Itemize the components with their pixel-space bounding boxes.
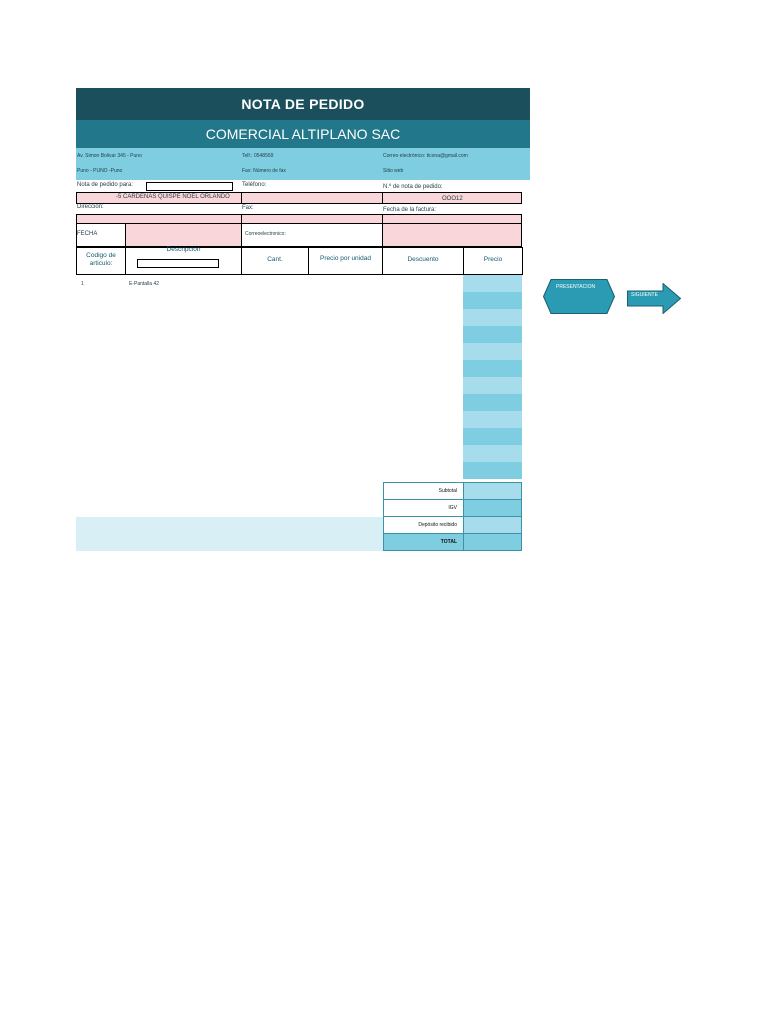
divider — [382, 214, 383, 224]
deposit-label — [383, 516, 464, 534]
company-address: Av. Simon Bolivar 345 - Puno — [77, 153, 142, 159]
order-number-value[interactable]: OOO12 — [442, 196, 463, 202]
company-fax: Fax: Número de fax — [242, 168, 286, 174]
total-text: TOTAL — [440, 539, 457, 545]
igv-text: IGV — [448, 505, 457, 511]
order-for-input[interactable] — [146, 182, 233, 191]
divider — [241, 224, 242, 247]
item-code: 1 — [81, 281, 84, 287]
col-qty-header: Cant. — [267, 256, 283, 264]
price-cell[interactable] — [463, 377, 522, 394]
price-cell[interactable] — [463, 275, 522, 292]
divider — [241, 214, 242, 224]
deposit-text: Depósito recibido — [418, 522, 457, 528]
order-for-label: Nota de pedido para: — [77, 182, 134, 188]
invoice-date-input[interactable] — [383, 224, 521, 246]
next-button-label: SIGUIENTE — [631, 292, 658, 298]
igv-value[interactable] — [463, 499, 522, 517]
deposit-value[interactable] — [463, 516, 522, 534]
col-code-header: Codigo de articulo: — [86, 252, 116, 267]
order-number-label: N.º de nota de pedido: — [383, 184, 443, 190]
document-title: NOTA DE PEDIDO — [76, 88, 530, 120]
company-website: Sitio web — [383, 168, 404, 174]
arrow-right-icon — [627, 283, 681, 314]
date-label: FECHA — [77, 231, 98, 237]
price-cell[interactable] — [463, 445, 522, 462]
company-name: COMERCIAL ALTIPLANO SAC — [76, 120, 530, 148]
date-input[interactable] — [126, 224, 241, 246]
col-description-header: Descripcion — [166, 246, 201, 254]
divider — [241, 192, 242, 204]
company-phone: Telf.: 0548569 — [242, 153, 274, 159]
company-email: Correo electrónico: ticona@gmail.com — [383, 153, 468, 159]
invoice-date-label: Fecha de la factura: — [383, 207, 437, 213]
col-price-header: Precio — [483, 256, 503, 264]
price-cell[interactable] — [463, 462, 522, 479]
item-description: E-Pantalla 42 — [129, 281, 160, 287]
company-city: Puno - PUNO -Puno — [77, 168, 123, 174]
description-input[interactable] — [137, 259, 219, 268]
igv-label — [383, 499, 464, 517]
price-cell[interactable] — [463, 326, 522, 343]
next-button[interactable] — [627, 283, 681, 314]
notes-area — [76, 517, 383, 551]
divider — [382, 224, 383, 247]
total-label — [383, 533, 464, 551]
col-discount-header: Descuento — [407, 256, 439, 264]
col-unit-price-header: Precio por unidad — [320, 255, 371, 263]
price-cell[interactable] — [463, 360, 522, 377]
price-cell[interactable] — [463, 411, 522, 428]
phone-label: Teléfono: — [242, 182, 267, 188]
presentation-button-label: PRESENTACION — [556, 284, 596, 290]
subtotal-value[interactable] — [463, 482, 522, 500]
price-cell[interactable] — [463, 292, 522, 309]
email-label: Correoelectronico: — [245, 231, 286, 237]
subtotal-text: Subtotal — [438, 488, 457, 494]
price-cell[interactable] — [463, 309, 522, 326]
total-value[interactable] — [463, 533, 522, 551]
address-label: Dirección: — [77, 204, 104, 210]
address-row[interactable] — [76, 214, 522, 224]
customer-name[interactable]: -5 CARDENAS QUISPE NOEL ORLANDO — [116, 194, 230, 200]
presentation-button[interactable] — [543, 279, 615, 314]
divider — [382, 192, 383, 204]
subtotal-label — [383, 482, 464, 500]
price-cell[interactable] — [463, 343, 522, 360]
fax-label: Fax: — [242, 205, 254, 211]
price-cell[interactable] — [463, 428, 522, 445]
price-cell[interactable] — [463, 394, 522, 411]
